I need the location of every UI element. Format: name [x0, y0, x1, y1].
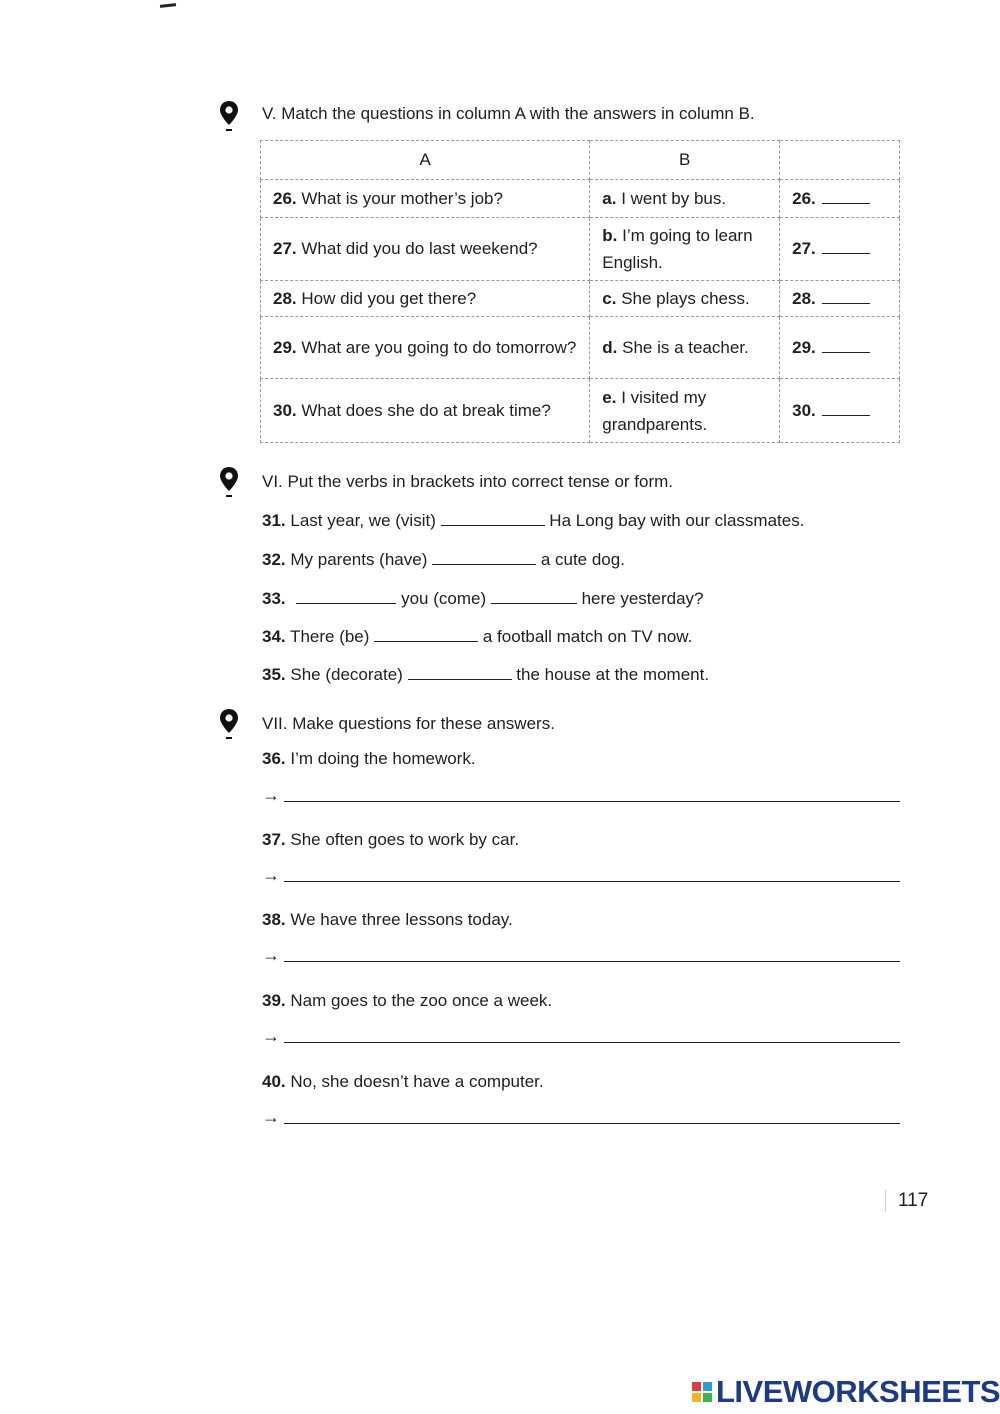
table-row: [261, 379, 900, 443]
answer-blank[interactable]: [408, 664, 512, 680]
exercise-item-37: 37. She often goes to work by car.: [262, 830, 520, 849]
arrow-icon: →: [262, 945, 280, 965]
exercise-item-35: 35. She (decorate) the house at the moment.: [262, 665, 710, 684]
answer-slot[interactable]: 26.: [780, 180, 900, 218]
location-pin-icon: [218, 708, 240, 738]
answer-blank[interactable]: [491, 588, 577, 604]
column-b-header: B: [590, 141, 780, 180]
location-pin-icon: [218, 100, 240, 130]
corner-mark: [160, 3, 176, 8]
arrow-icon: →: [262, 1107, 280, 1127]
exercise-item-36: 36. I’m doing the homework.: [262, 749, 476, 768]
answer-line-37[interactable]: [262, 864, 900, 886]
exercise-item-38: 38. We have three lessons today.: [262, 910, 513, 929]
brand-name: LIVEWORKSHEETS: [716, 1374, 1000, 1409]
table-row: [261, 180, 900, 218]
answer-column-header: [780, 141, 900, 180]
answer-slot[interactable]: 30.: [780, 379, 900, 443]
answer-slot[interactable]: 27.: [780, 218, 900, 281]
liveworksheets-logo-icon: [692, 1382, 712, 1402]
liveworksheets-logo[interactable]: [692, 1374, 1000, 1410]
table-row: [261, 317, 900, 379]
answer-option-cell: d. She is a teacher.: [590, 317, 780, 379]
arrow-icon: →: [262, 785, 280, 805]
answer-blank[interactable]: [374, 626, 478, 642]
answer-blank[interactable]: [432, 549, 536, 565]
exercise-item-33: 33. you (come) here yesterday?: [262, 589, 704, 608]
answer-slot[interactable]: 29.: [780, 317, 900, 379]
section-vii-title: VII. Make questions for these answers.: [262, 714, 555, 733]
answer-option-cell: c. She plays chess.: [590, 281, 780, 317]
table-row: [261, 281, 900, 317]
question-cell: 30. What does she do at break time?: [261, 379, 590, 443]
exercise-item-40: 40. No, she doesn’t have a computer.: [262, 1072, 544, 1091]
exercise-item-34: 34. There (be) a football match on TV now.: [262, 627, 693, 646]
answer-blank[interactable]: [441, 510, 545, 526]
answer-blank[interactable]: [296, 588, 396, 604]
question-cell: 29. What are you going to do tomorrow?: [261, 317, 590, 379]
answer-line-38[interactable]: [262, 944, 900, 966]
answer-line-40[interactable]: [262, 1106, 900, 1128]
answer-option-cell: e. I visited my grandparents.: [590, 379, 780, 443]
arrow-icon: →: [262, 1026, 280, 1046]
question-cell: 28. How did you get there?: [261, 281, 590, 317]
answer-slot[interactable]: 28.: [780, 281, 900, 317]
answer-option-cell: b. I’m going to learn English.: [590, 218, 780, 281]
location-pin-icon: [218, 466, 240, 496]
question-cell: 26. What is your mother’s job?: [261, 180, 590, 218]
matching-table: [260, 140, 900, 443]
answer-option-cell: a. I went by bus.: [590, 180, 780, 218]
answer-line-36[interactable]: [262, 784, 900, 806]
exercise-item-39: 39. Nam goes to the zoo once a week.: [262, 991, 553, 1010]
column-a-header: A: [261, 141, 590, 180]
exercise-item-31: 31. Last year, we (visit) Ha Long bay with our classmates.: [262, 511, 805, 530]
answer-line-39[interactable]: [262, 1025, 900, 1047]
question-cell: 27. What did you do last weekend?: [261, 218, 590, 281]
page-number: 117: [885, 1190, 928, 1212]
section-v-title: V. Match the questions in column A with the answers in column B.: [262, 104, 755, 123]
section-vi-title: VI. Put the verbs in brackets into correct tense or form.: [262, 472, 674, 491]
table-row: [261, 218, 900, 281]
arrow-icon: →: [262, 865, 280, 885]
exercise-item-32: 32. My parents (have) a cute dog.: [262, 550, 625, 569]
